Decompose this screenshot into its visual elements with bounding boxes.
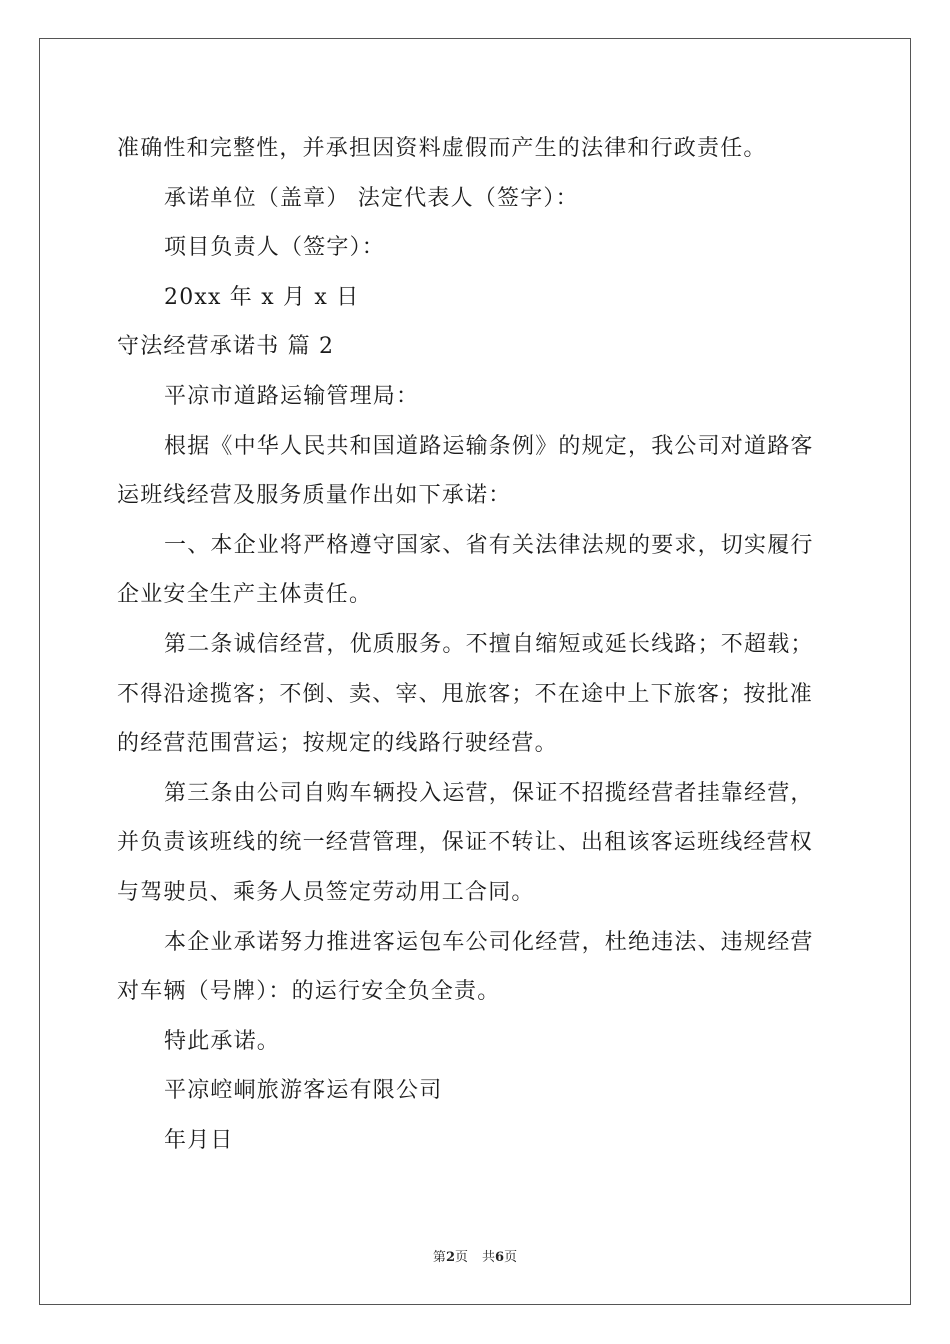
closing-date-line: 年月日	[164, 1127, 234, 1153]
paragraph-line: 第三条由公司自购车辆投入运营，保证不招揽经营者挂靠经营，	[164, 780, 814, 806]
paragraph-line: 第二条诚信经营，优质服务。不擅自缩短或延长线路；不超载；	[164, 631, 814, 657]
date-line: 20xx 年 x 月 x 日	[164, 284, 360, 310]
page-word: 页	[454, 1250, 468, 1265]
paragraph-line: 根据《中华人民共和国道路运输条例》的规定，我公司对道路客	[164, 433, 814, 459]
current-page-number: 2	[445, 1250, 455, 1265]
paragraph-line: 的经营范围营运；按规定的线路行驶经营。	[117, 731, 558, 757]
project-manager-line: 项目负责人（签字）：	[164, 235, 386, 261]
total-page-number: 6	[495, 1250, 505, 1265]
signature-unit-line: 承诺单位（盖章） 法定代表人（签字）：	[164, 185, 579, 211]
addressee-line: 平凉市道路运输管理局：	[164, 383, 420, 409]
paragraph-line: 对车辆（号牌）：的运行安全负全责。	[117, 979, 501, 1005]
section-title: 守法经营承诺书 篇 2	[117, 334, 335, 360]
closing-line: 特此承诺。	[164, 1028, 281, 1054]
paragraph-line: 本企业承诺努力推进客运包车公司化经营，杜绝违法、违规经营	[164, 929, 814, 955]
paragraph-line: 不得沿途揽客；不倒、卖、宰、甩旅客；不在途中上下旅客；按批准	[117, 681, 814, 707]
paragraph-line: 与驾驶员、乘务人员签定劳动用工合同。	[117, 879, 535, 905]
paragraph-line: 准确性和完整性，并承担因资料虚假而产生的法律和行政责任。	[117, 136, 767, 161]
paragraph-line: 企业安全生产主体责任。	[117, 582, 373, 608]
company-name-line: 平凉崆峒旅游客运有限公司	[164, 1078, 443, 1104]
page-prefix: 第	[432, 1250, 446, 1265]
paragraph-line: 并负责该班线的统一经营管理，保证不转让、出租该客运班线经营权	[117, 830, 814, 856]
page-footer	[0, 1246, 950, 1265]
total-prefix: 共	[482, 1250, 496, 1265]
document-body	[117, 124, 833, 1165]
total-suffix: 页	[504, 1250, 518, 1265]
paragraph-line: 一、本企业将严格遵守国家、省有关法律法规的要求，切实履行	[164, 532, 814, 558]
paragraph-line: 运班线经营及服务质量作出如下承诺：	[117, 483, 512, 509]
